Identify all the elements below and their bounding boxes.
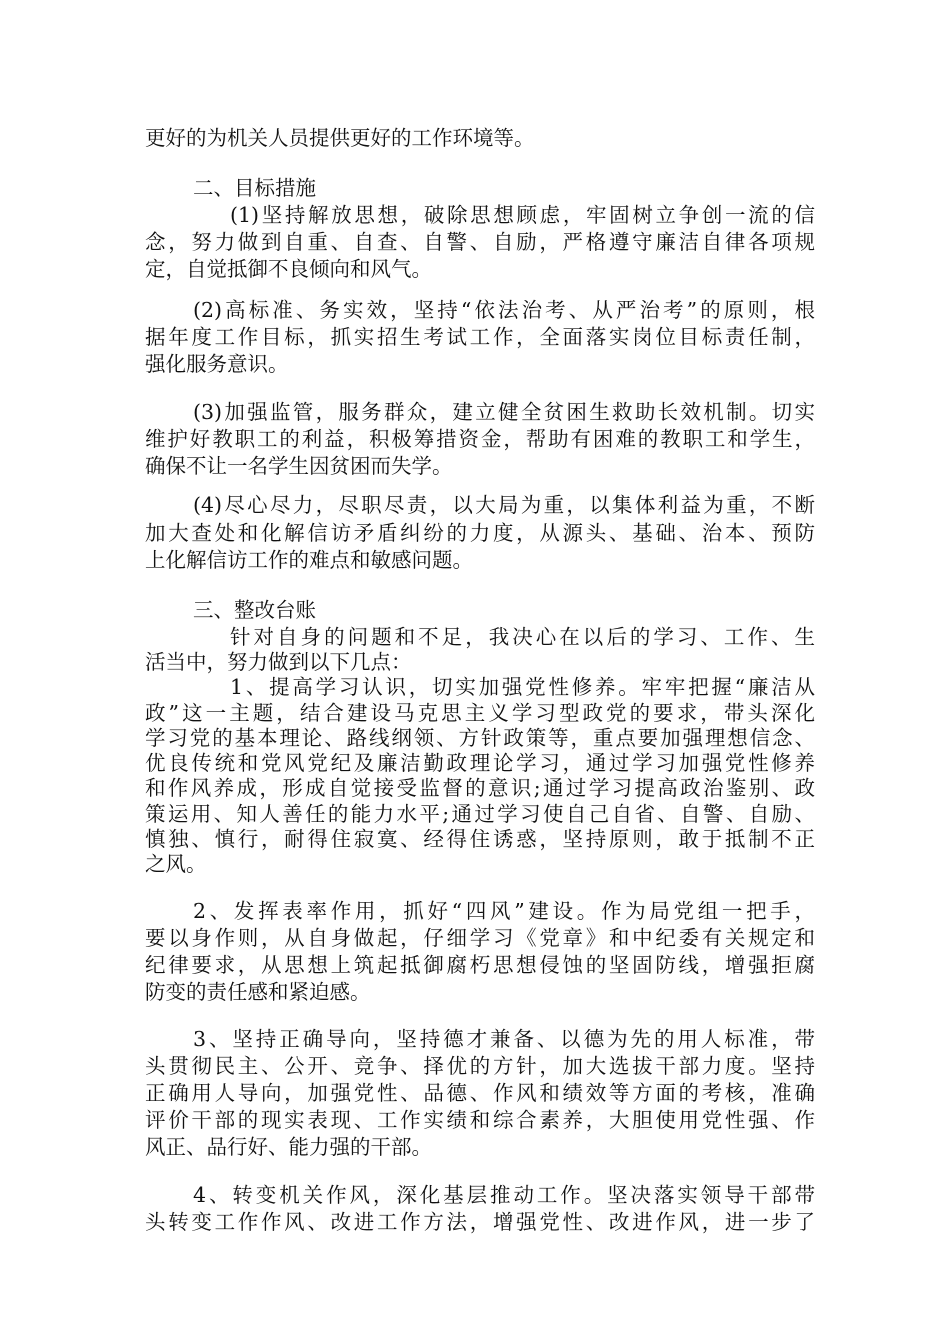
text-line: 风正、品行好、能力强的干部。 (145, 1135, 432, 1159)
text-line: (3)加强监管，服务群众，建立健全贫困生救助长效机制。切实 (193, 400, 815, 424)
text-line: (1)坚持解放思想，破除思想顾虑，牢固树立争创一流的信 (230, 203, 815, 227)
text-line: 正确用人导向，加强党性、品德、作风和绩效等方面的考核，准确 (145, 1081, 815, 1105)
text-line: 定，自觉抵御不良倾向和风气。 (145, 257, 432, 281)
text-line: 评价干部的现实表现、工作实绩和综合素养，大胆使用党性强、作 (145, 1108, 815, 1132)
text-line: 加大查处和化解信访矛盾纠纷的力度，从源头、基础、治本、预防 (145, 521, 815, 545)
text-line: 据年度工作目标，抓实招生考试工作，全面落实岗位目标责任制， (145, 325, 815, 349)
text-line: 更好的为机关人员提供更好的工作环境等。 (145, 126, 535, 150)
text-line: 纪律要求，从思想上筑起抵御腐朽思想侵蚀的坚固防线，增强拒腐 (145, 953, 815, 977)
text-line: 2、发挥表率作用，抓好“四风”建设。作为局党组一把手， (193, 899, 815, 923)
text-line: 头转变工作作风、改进工作方法，增强党性、改进作风，进一步了 (145, 1210, 815, 1234)
text-line: 强化服务意识。 (145, 352, 289, 376)
text-line: 维护好教职工的利益，积极筹措资金，帮助有困难的教职工和学生， (145, 427, 815, 451)
text-line: 头贯彻民主、公开、竞争、择优的方针，加大选拔干部力度。坚持 (145, 1054, 815, 1078)
text-line: 3、坚持正确导向，坚持德才兼备、以德为先的用人标准，带 (193, 1027, 815, 1051)
text-line: 活当中，努力做到以下几点： (145, 650, 412, 674)
section-heading: 三、整改台账 (193, 598, 316, 622)
text-line: (4)尽心尽力，尽职尽责，以大局为重，以集体利益为重，不断 (193, 493, 815, 517)
text-line: 防变的责任感和紧迫感。 (145, 980, 371, 1004)
section-heading: 二、目标措施 (193, 176, 316, 200)
text-line: 上化解信访工作的难点和敏感问题。 (145, 548, 473, 572)
text-line: 确保不让一名学生因贫困而失学。 (145, 454, 453, 478)
text-line: 针对自身的问题和不足，我决心在以后的学习、工作、生 (230, 625, 815, 649)
text-line: (2)高标准、务实效，坚持“依法治考、从严治考”的原则，根 (193, 298, 815, 322)
text-line: 和作风养成，形成自觉接受监督的意识;通过学习提高政治鉴别、政 (145, 776, 815, 800)
text-line: 学习党的基本理论、路线纲领、方针政策等，重点要加强理想信念、 (145, 726, 815, 750)
text-line: 政”这一主题，结合建设马克思主义学习型政党的要求，带头深化 (145, 701, 815, 725)
text-line: 4、转变机关作风，深化基层推动工作。坚决落实领导干部带 (193, 1183, 815, 1207)
text-line: 念，努力做到自重、自查、自警、自励，严格遵守廉洁自律各项规 (145, 230, 815, 254)
text-line: 慎独、慎行，耐得住寂寞、经得住诱惑，坚持原则，敢于抵制不正 (145, 827, 815, 851)
text-line: 优良传统和党风党纪及廉洁勤政理论学习，通过学习加强党性修养 (145, 751, 815, 775)
text-line: 策运用、知人善任的能力水平;通过学习使自己自省、自警、自励、 (145, 802, 815, 826)
text-line: 1、提高学习认识，切实加强党性修养。牢牢把握“廉洁从 (230, 675, 815, 699)
text-line: 之风。 (145, 852, 207, 876)
text-line: 要以身作则，从自身做起，仔细学习《党章》和中纪委有关规定和 (145, 926, 815, 950)
